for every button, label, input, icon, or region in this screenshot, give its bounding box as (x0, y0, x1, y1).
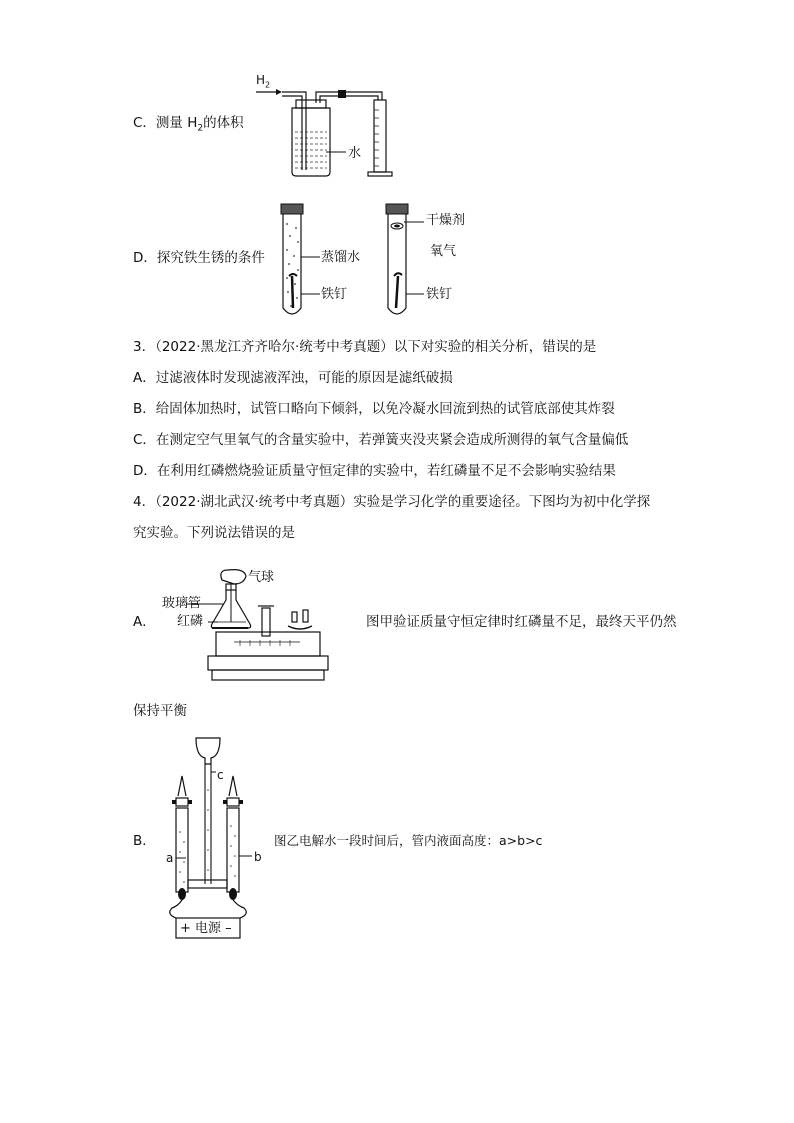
label-a: a (166, 851, 174, 865)
nail-label-1: 铁钉 (321, 287, 348, 302)
q4-option-b-text: 图乙电解水一段时间后，管内液面高度：a>b>c (274, 833, 543, 848)
q4-stem-line1: 4．（2022·湖北武汉·统考中考真题）实验是学习化学的重要途径。下图均为初中化学探 (133, 494, 651, 510)
option-c-sub: 2 (197, 123, 204, 134)
desiccant-label: 干燥剂 (426, 213, 466, 228)
nail-label-2: 铁钉 (426, 287, 453, 302)
water-label: 水 (348, 146, 362, 161)
h2-sub: 2 (265, 80, 271, 90)
glass-tube-label: 玻璃管 (162, 596, 202, 611)
option-c-tail: 的体积 (203, 115, 244, 131)
label-c: c (217, 768, 224, 782)
q3-option-d: D．在利用红磷燃烧验证质量守恒定律的实验中，若红磷量不足不会影响实验结果 (133, 463, 616, 479)
q3-option-b: B．给固体加热时，试管口略向下倾斜，以免冷凝水回流到热的试管底部使其炸裂 (133, 401, 615, 417)
power-supply-label: + 电源 – (180, 921, 232, 936)
q4-option-a-text: 图甲验证质量守恒定律时红磷量不足，最终天平仍然 (366, 614, 677, 630)
q4-option-a-letter: A． (133, 614, 156, 630)
label-b: b (254, 850, 262, 864)
distilled-water-label: 蒸馏水 (321, 250, 361, 265)
h2-text: H (256, 73, 266, 87)
q4-option-a-text-cont: 保持平衡 (133, 703, 187, 719)
balloon-label: 气球 (248, 570, 275, 585)
red-phosphorus-label: 红磷 (177, 614, 204, 629)
q3-option-c: C．在测定空气里氧气的含量实验中，若弹簧夹没夹紧会造成所测得的氧气含量偏低 (133, 432, 629, 448)
option-d-label: D．探究铁生锈的条件 (133, 250, 265, 266)
q3-option-a: A．过滤液体时发现滤液浑浊，可能的原因是滤纸破损 (133, 370, 453, 386)
q4-stem-line2: 究实验。下列说法错误的是 (133, 525, 295, 541)
q4-option-b-letter: B． (133, 833, 156, 849)
oxygen-label: 氧气 (430, 244, 457, 259)
option-c-text: C．测量 H (133, 115, 198, 131)
q3-stem: 3．（2022·黑龙江齐齐哈尔·统考中考真题）以下对实验的相关分析，错误的是 (133, 339, 597, 355)
